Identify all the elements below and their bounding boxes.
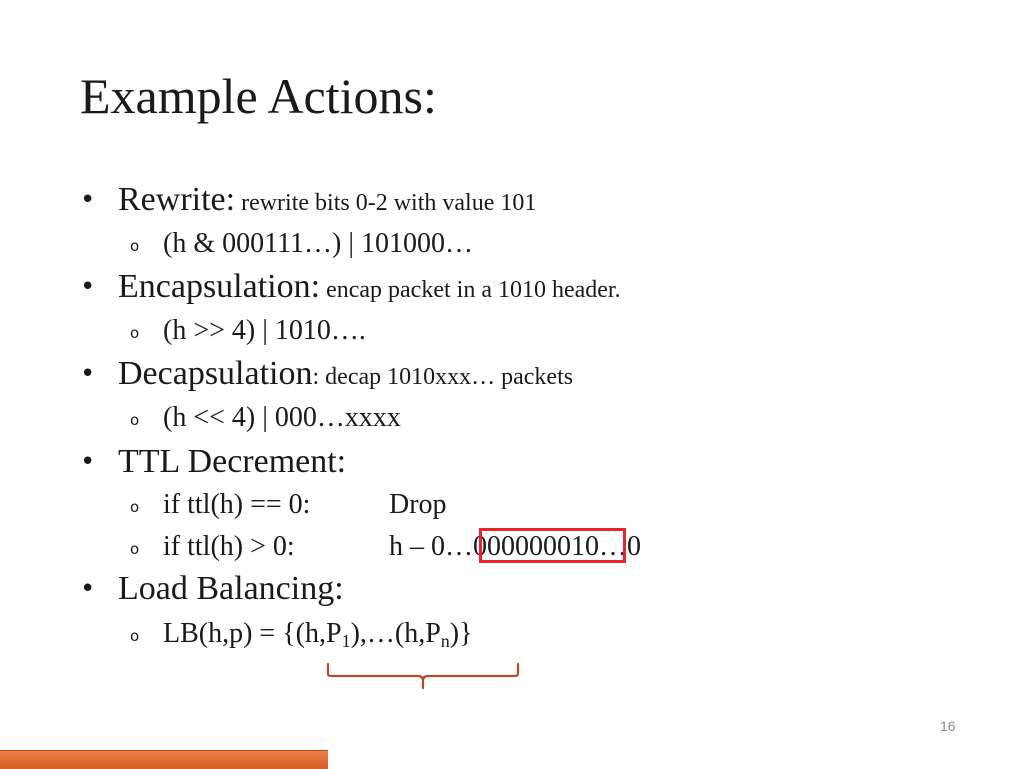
bullet-detail: : decap 1010xxx… packets bbox=[312, 364, 574, 390]
sub-bullet-marker: o bbox=[130, 411, 140, 429]
bullet-dot: • bbox=[80, 185, 96, 215]
sub-bullet-marker: o bbox=[130, 237, 140, 255]
ttl-condition: if ttl(h) > 0: bbox=[163, 531, 295, 562]
bullet-text bbox=[118, 356, 573, 395]
bullet-label: TTL Decrement: bbox=[118, 443, 347, 480]
bullet-label: Load Balancing: bbox=[118, 570, 344, 607]
bullet-label: Rewrite: bbox=[118, 181, 236, 218]
formula-text bbox=[163, 616, 473, 652]
sub-bullet-marker: o bbox=[130, 498, 140, 516]
formula-subscript: n bbox=[440, 631, 450, 651]
bullet-dot: • bbox=[80, 359, 96, 389]
highlight-box bbox=[479, 528, 626, 563]
formula-subscript: 1 bbox=[341, 631, 351, 651]
formula-text: (h >> 4) | 1010…. bbox=[163, 315, 366, 346]
bullet-detail: encap packet in a 1010 header. bbox=[320, 277, 621, 303]
formula-text: (h & 000111…) | 101000… bbox=[163, 228, 473, 259]
page-number: 16 bbox=[940, 718, 956, 734]
curly-brace-icon bbox=[326, 662, 522, 690]
slide-title: Example Actions: bbox=[80, 68, 437, 124]
formula-part: LB(h,p) = {(h,P bbox=[163, 618, 342, 649]
bullet-text bbox=[118, 182, 536, 221]
ttl-action: h – 0…000000010…0 bbox=[389, 531, 641, 562]
bullet-detail: rewrite bits 0-2 with value 101 bbox=[235, 190, 537, 216]
bullet-dot: • bbox=[80, 447, 96, 477]
bullet-label: Encapsulation: bbox=[118, 268, 321, 305]
bullet-dot: • bbox=[80, 574, 96, 604]
footer-accent-bar bbox=[0, 750, 328, 769]
sub-bullet-marker: o bbox=[130, 540, 140, 558]
sub-bullet-marker: o bbox=[130, 627, 140, 645]
sub-bullet-marker: o bbox=[130, 324, 140, 342]
bullet-text bbox=[118, 269, 621, 308]
ttl-action: Drop bbox=[389, 489, 447, 520]
formula-text: (h << 4) | 000…xxxx bbox=[163, 402, 401, 433]
formula-part: )} bbox=[449, 618, 473, 649]
formula-part: ),…(h,P bbox=[350, 618, 441, 649]
bullet-dot: • bbox=[80, 272, 96, 302]
bullet-label: Decapsulation bbox=[118, 355, 313, 392]
ttl-condition: if ttl(h) == 0: bbox=[163, 489, 311, 520]
